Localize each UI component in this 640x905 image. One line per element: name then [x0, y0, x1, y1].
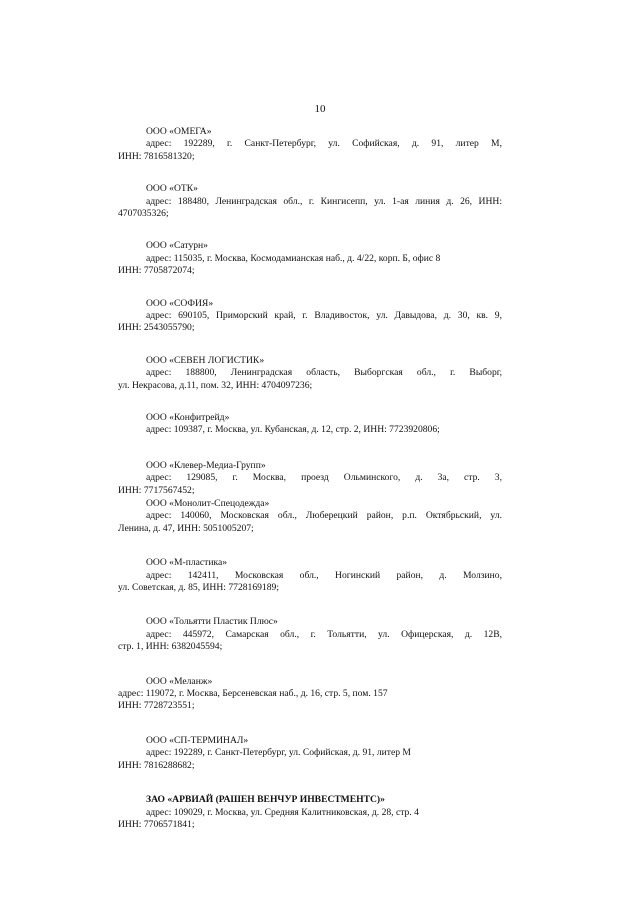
company-address: адрес: 690105, Приморский край, г. Владивосток, ул. Давыдова, д. 30, кв. 9,	[146, 310, 502, 322]
company-list	[118, 126, 502, 831]
company-name: ООО «СОФИЯ»	[146, 297, 214, 309]
company-entry-sp-terminal	[118, 735, 502, 772]
company-inn: ИНН: 7705872074;	[118, 265, 195, 277]
company-address: адрес: 188800, Ленинградская область, Выборгская обл., г. Выборг,	[146, 367, 502, 379]
company-entry-saturn	[118, 240, 502, 277]
company-address-continued: Ленина, д. 47, ИНН: 5051005207;	[118, 522, 254, 534]
company-entry-omega	[118, 126, 502, 163]
company-address-continued: ул. Советская, д. 85, ИНН: 7728169189;	[118, 582, 279, 594]
company-name: ООО «СЕВЕН ЛОГИСТИК»	[146, 354, 265, 366]
company-address: адрес: 109387, г. Москва, ул. Кубанская, д. 12, стр. 2, ИНН: 7723920806;	[146, 424, 440, 436]
company-inn: ИНН: 7816581320;	[118, 150, 195, 162]
company-address: адрес: 109029, г. Москва, ул. Средняя Калитниковская, д. 28, стр. 4	[146, 806, 419, 818]
company-entry-konfitreyd	[118, 412, 502, 437]
company-inn: ИНН: 7706571841;	[118, 818, 195, 830]
company-inn: ИНН: 7717567452;	[118, 484, 195, 496]
company-name: ООО «Клевер-Медиа-Групп»	[146, 459, 266, 471]
company-inn: 4707035326;	[118, 208, 169, 219]
company-entry-seven-logistik	[118, 355, 502, 392]
company-address: адрес: 142411, Московская обл., Ногинский район, д. Молзино,	[146, 569, 502, 581]
company-entry-klever-media-grupp	[118, 460, 502, 497]
company-inn: ИНН: 2543055790;	[118, 322, 195, 334]
company-address: адрес: 140060, Московская обл., Люберецкий район, р.п. Октябрьский, ул.	[146, 510, 502, 522]
company-name: ООО «ОТК»	[146, 183, 198, 195]
company-address-continued: стр. 1, ИНН: 6382045594;	[118, 641, 223, 653]
company-name: ООО «Меланж»	[146, 675, 213, 687]
company-entry-melanzh	[118, 676, 502, 713]
company-entry-sofia	[118, 298, 502, 335]
company-address: адрес: 115035, г. Москва, Космодамианская наб., д. 4/22, корп. Б, офис 8	[146, 252, 441, 264]
company-address: адрес: 129085, г. Москва, проезд Ольминского, д. 3а, стр. 3,	[146, 472, 502, 484]
company-entry-m-plastika	[118, 557, 502, 594]
company-entry-otk	[118, 183, 502, 220]
company-name: ООО «СП-ТЕРМИНАЛ»	[146, 734, 249, 746]
company-address: адрес: 188480, Ленинградская обл., г. Кингисепп, ул. 1-ая линия д. 26, ИНН:	[146, 195, 502, 207]
company-name: ООО «Конфитрейд»	[146, 412, 230, 424]
company-name: ООО «Тольятти Пластик Плюс»	[146, 616, 278, 628]
company-entry-arviay	[118, 794, 502, 831]
company-name: ЗАО «АРВИАЙ (РАШЕН ВЕНЧУР ИНВЕСТМЕНТС)»	[146, 794, 385, 806]
company-address: адрес: 192289, г. Санкт-Петербург, ул. Софийская, д. 91, литер М,	[146, 138, 502, 150]
company-name: ООО «Сатурн»	[146, 240, 208, 252]
company-inn: ИНН: 7816288682;	[118, 759, 195, 771]
company-address: адрес: 445972, Самарская обл., г. Тольятти, ул. Офицерская, д. 12В,	[146, 628, 502, 640]
page-number: 10	[314, 103, 326, 115]
company-entry-monolit-specodezhda	[118, 498, 502, 535]
company-name: ООО «Монолит-Спецодежда»	[146, 498, 270, 510]
company-name: ООО «М-пластика»	[146, 557, 228, 569]
company-entry-tolyatti-plastik-plus	[118, 616, 502, 653]
company-inn: ИНН: 7728723551;	[118, 700, 195, 712]
company-address-continued: ул. Некрасова, д.11, пом. 32, ИНН: 4704097236;	[118, 379, 313, 391]
company-address: адрес: 192289, г. Санкт-Петербург, ул. Софийская, д. 91, литер М	[146, 747, 411, 759]
company-name: ООО «ОМЕГА»	[146, 126, 212, 137]
company-address: адрес: 119072, г. Москва, Берсеневская наб., д. 16, стр. 5, пом. 157	[118, 688, 388, 700]
